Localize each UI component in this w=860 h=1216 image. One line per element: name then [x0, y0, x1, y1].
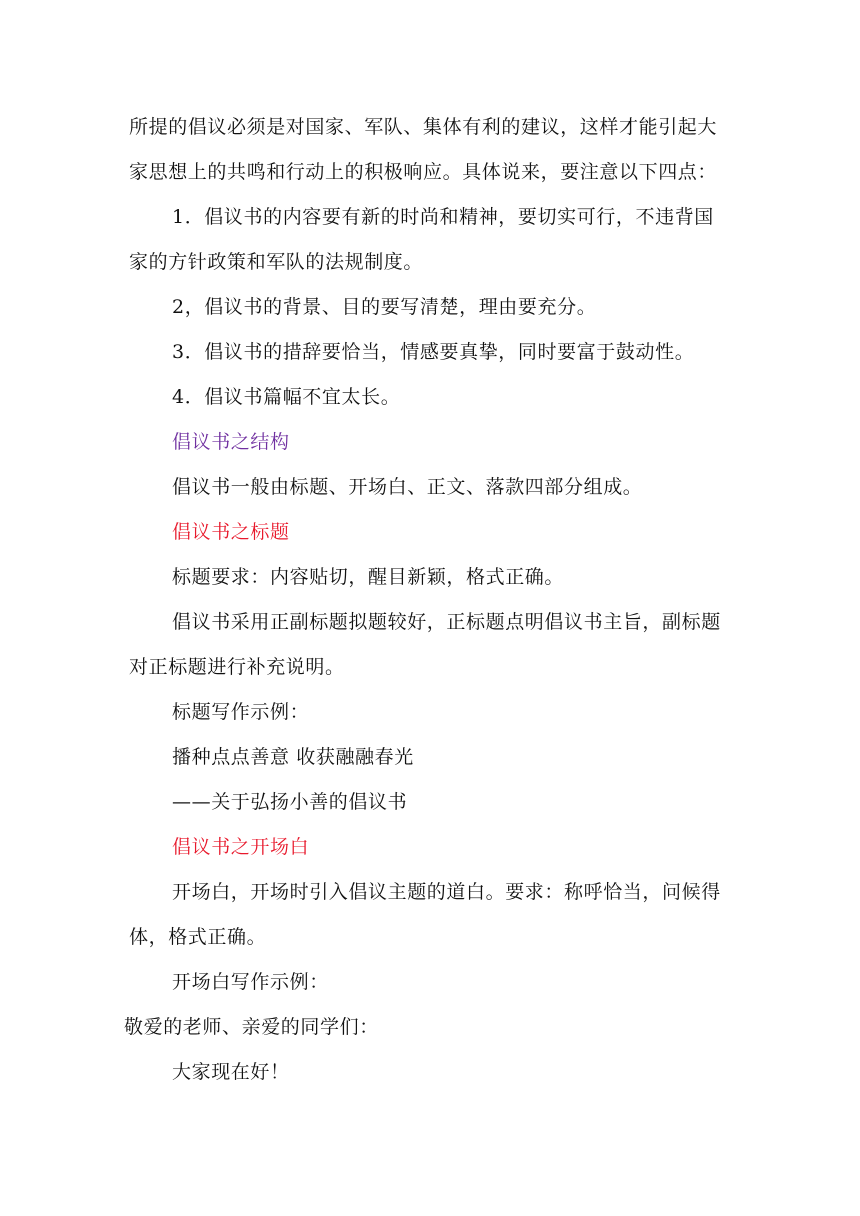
list-item-3: 3．倡议书的措辞要恰当，情感要真挚，同时要富于鼓动性。: [172, 341, 695, 363]
paragraph-line: 标题要求：内容贴切，醒目新颖，格式正确。: [172, 566, 565, 588]
list-item-2: 2，倡议书的背景、目的要写清楚，理由要充分。: [172, 296, 597, 318]
paragraph-line: 家思想上的共鸣和行动上的积极响应。具体说来，要注意以下四点：: [129, 161, 718, 183]
section-heading-title: 倡议书之标题: [172, 521, 290, 543]
greeting: 大家现在好！: [172, 1061, 290, 1083]
salutation: 敬爱的老师、亲爱的同学们：: [124, 1016, 379, 1038]
example-main-title: 播种点点善意 收获融融春光: [172, 746, 414, 768]
example-subtitle: ——关于弘扬小善的倡议书: [172, 791, 408, 813]
paragraph-line: 倡议书采用正副标题拟题较好，正标题点明倡议书主旨，副标题: [172, 611, 721, 633]
list-item-1: 1．倡议书的内容要有新的时尚和精神，要切实可行，不违背国: [172, 206, 714, 228]
paragraph-line: 所提的倡议必须是对国家、军队、集体有利的建议，这样才能引起大: [129, 116, 718, 138]
list-item-4: 4．倡议书篇幅不宜太长。: [172, 386, 401, 408]
paragraph-line: 家的方针政策和军队的法规制度。: [129, 251, 424, 273]
paragraph-line: 倡议书一般由标题、开场白、正文、落款四部分组成。: [172, 476, 643, 498]
paragraph-line: 开场白写作示例：: [172, 971, 329, 993]
paragraph-line: 开场白，开场时引入倡议主题的道白。要求：称呼恰当，问候得: [172, 881, 721, 903]
paragraph-line: 体，格式正确。: [129, 926, 267, 948]
section-heading-structure: 倡议书之结构: [172, 431, 290, 453]
paragraph-line: 对正标题进行补充说明。: [129, 656, 345, 678]
section-heading-opening: 倡议书之开场白: [172, 836, 310, 858]
paragraph-line: 标题写作示例：: [172, 701, 310, 723]
